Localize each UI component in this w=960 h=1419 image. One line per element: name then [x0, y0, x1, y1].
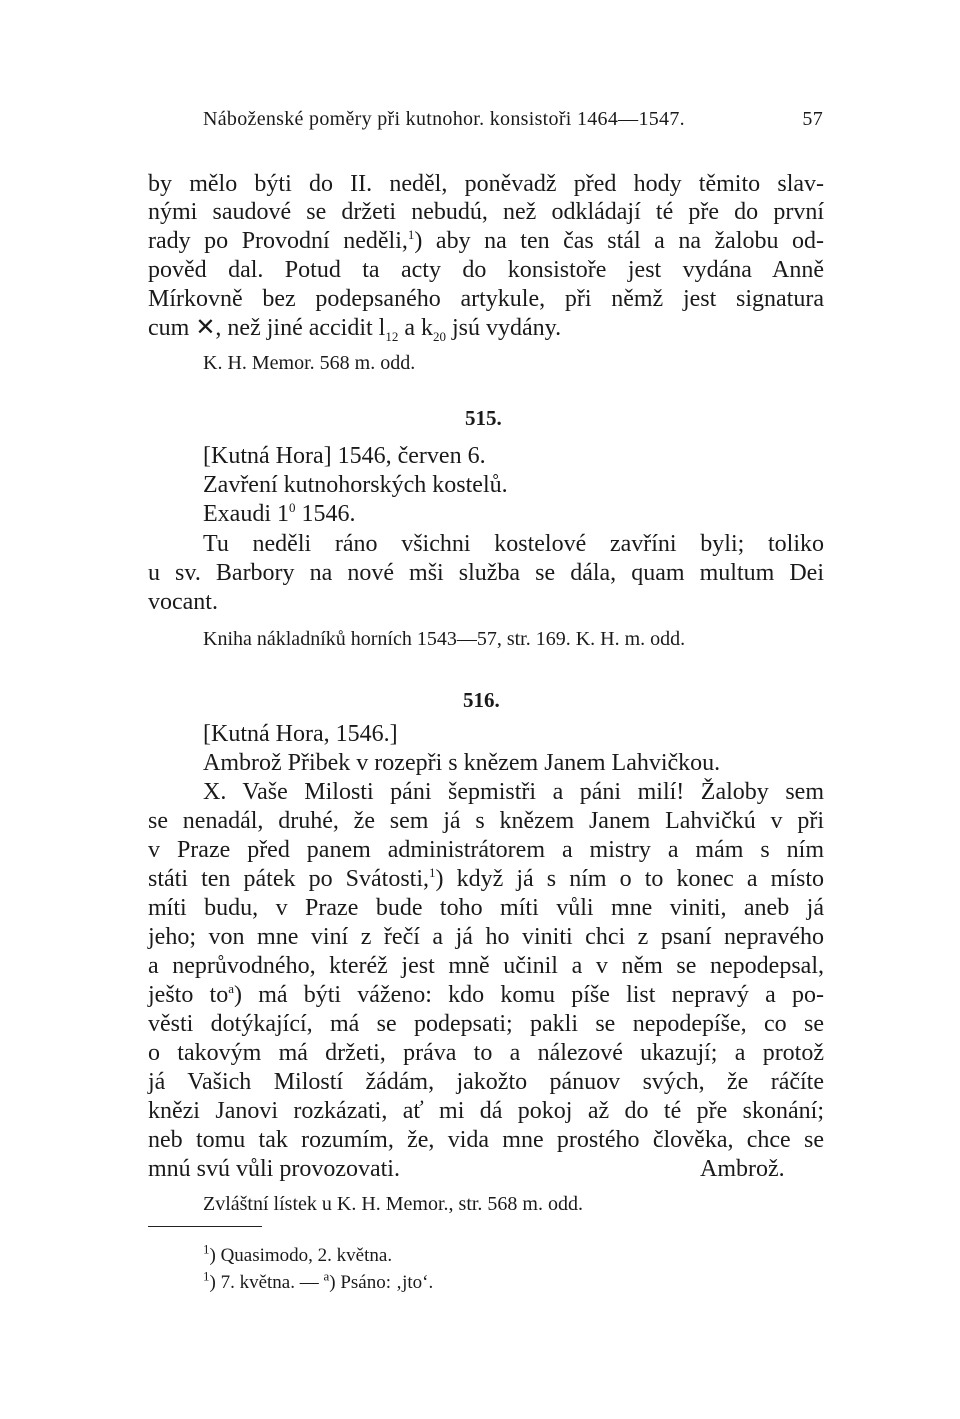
source-citation: K. H. Memor. 568 m. odd.: [203, 352, 416, 374]
text-line: X. Vaše Milosti páni šepmistři a páni milí! Žaloby sem: [203, 779, 824, 805]
text-line: a neprůvodného, kteréž jest mně učinil a v něm se nepodepsal,: [148, 953, 824, 979]
text-line: vocant.: [148, 589, 218, 615]
text-line: míti budu, v Praze bude toho míti vůli mne viniti, aneb já: [148, 895, 824, 921]
footnote: $^1$) 7. května. — $^a$) Psáno: ‚jto‘.: [203, 1268, 434, 1293]
text-line: by mělo býti do II. neděl, poněvadž před hody těmito slav-: [148, 171, 824, 197]
text-line: nými saudové se držeti nebudú, než odkládají té pře do první: [148, 199, 824, 225]
entry-number: 516.: [463, 688, 500, 712]
entry-title: Zavření kutnohorských kostelů.: [203, 472, 508, 498]
footnote-divider: [148, 1226, 262, 1227]
text-line: knězi Janovi rozkázati, ať mi dá pokoj až do té pře skonání;: [148, 1098, 824, 1124]
text-line: se nenadál, druhé, že sem já s knězem Janem Lahvičkú v při: [148, 808, 824, 834]
text-line: neb tomu tak rozumím, že, vida mne prostého člověka, chce se: [148, 1127, 824, 1153]
source-citation: Kniha nákladníků horních 1543—57, str. 169. K. H. m. odd.: [203, 628, 686, 650]
text-line: jeho; von mne viní z řečí a já ho viniti chci z psaní nepravého: [148, 924, 824, 950]
text-line: cum ✕, než jiné accidit $l_{12}$ a $k_{20}$ jsú vydány.: [148, 315, 562, 344]
entry-number: 515.: [465, 406, 502, 430]
entry-place-date: [Kutná Hora] 1546, červen 6.: [203, 443, 486, 469]
footnote-ref: a: [228, 981, 234, 996]
signature: Ambrož.: [700, 1156, 785, 1182]
text-line: Mírkovně bez podepsaného artykule, při němž jest signatura: [148, 286, 824, 312]
text-line: rady po Provodní neděli,$^1$) aby na ten čas stál a na žalobu od-: [148, 227, 825, 254]
text-line: státi ten pátek po Svátosti,$^1$) když já s ním o to konec a místo: [148, 865, 825, 892]
entry-place-date: [Kutná Hora, 1546.]: [203, 721, 398, 747]
entry-title: Ambrož Přibek v rozepři s knězem Janem Lahvičkou.: [203, 750, 721, 776]
footnote-ref: 1: [429, 865, 436, 880]
text-line: já Vašich Milostí žádám, jakožto pánuov svých, že ráčíte: [148, 1069, 824, 1095]
text-line: Tu neděli ráno všichni kostelové zavříni byli; toliko: [203, 531, 824, 557]
text-line: ješto $to^a$) má býti váženo: kdo komu píše list nepravý a po-: [148, 981, 825, 1008]
text-line: o takovým má držeti, práva to a nálezové ukazují; a protož: [148, 1040, 824, 1066]
page-number: 57: [802, 108, 823, 130]
source-citation: Zvláštní lístek u K. H. Memor., str. 568 m. odd.: [203, 1193, 583, 1215]
text-line: věsti dotýkající, má se podepsati; pakli se nepodepíše, co se: [148, 1011, 824, 1037]
text-line: v Praze před panem administrátorem a mistry a mám s ním: [148, 837, 824, 863]
text-line: u sv. Barbory na nové mši služba se dála, quam multum Dei: [148, 560, 824, 586]
running-title: Náboženské poměry při kutnohor. konsistoři 1464—1547.: [203, 108, 685, 130]
entry-date: Exaudi $1^0$ 1546.: [203, 500, 356, 527]
running-header: [203, 108, 823, 131]
text-line: pověd dal. Potud ta acty do konsistoře jest vydána Anně: [148, 257, 824, 283]
text-line: mnú svú vůli provozovati.: [148, 1156, 400, 1182]
footnote-ref: 1: [407, 227, 415, 242]
footnote: $^1$) Quasimodo, 2. května.: [203, 1241, 393, 1266]
